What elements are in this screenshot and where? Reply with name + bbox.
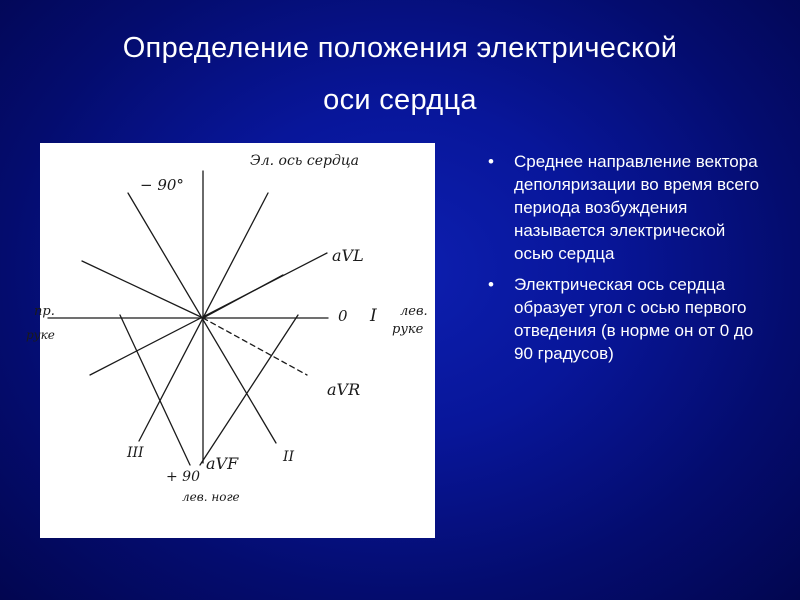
- label-minus-90: − 90°: [140, 176, 184, 194]
- label-avr: aVR: [327, 380, 361, 399]
- label-lead-i: I: [370, 306, 377, 326]
- hexaxial-diagram-svg: [26, 143, 435, 538]
- slide-title: [0, 22, 800, 126]
- bullet-text: Среднее направление вектора деполяризации во время всего периода возбуждения называется электрической осью сердца: [514, 152, 760, 263]
- bullet-text: Электрическая ось сердца образует угол с осью первого отведения (в норме он от 0 до 90 градусов): [514, 275, 754, 363]
- label-left-arm-1: лев.: [400, 304, 428, 319]
- bullet-item: [484, 273, 764, 365]
- v-left-line: [120, 315, 190, 465]
- label-axis-title: Эл. ось сердца: [250, 153, 359, 169]
- bullet-list: [484, 150, 764, 373]
- upper-right-line: [203, 275, 283, 318]
- v-right-line: [200, 315, 298, 465]
- bullet-item: [484, 150, 764, 265]
- label-left-arm-2: руке: [392, 322, 424, 337]
- hexaxial-diagram: [26, 143, 435, 538]
- slide-title-line1: Определение положения электрической: [122, 32, 678, 64]
- label-right-arm-2: руке: [26, 328, 55, 342]
- bullet-dot: •: [488, 275, 494, 294]
- label-avf: aVF: [206, 454, 239, 473]
- label-lead-ii: II: [283, 449, 295, 465]
- label-right-arm-1: пр.: [34, 304, 55, 319]
- avl-axis: [90, 253, 327, 375]
- bullet-dot: •: [488, 152, 494, 171]
- label-plus-90: + 90: [166, 469, 200, 485]
- slide-title-line2: оси сердца: [323, 84, 477, 116]
- label-avl: aVL: [332, 246, 364, 265]
- label-left-leg: лев. ноге: [182, 490, 240, 504]
- label-lead-iii: III: [127, 445, 144, 461]
- label-zero: 0: [338, 307, 348, 325]
